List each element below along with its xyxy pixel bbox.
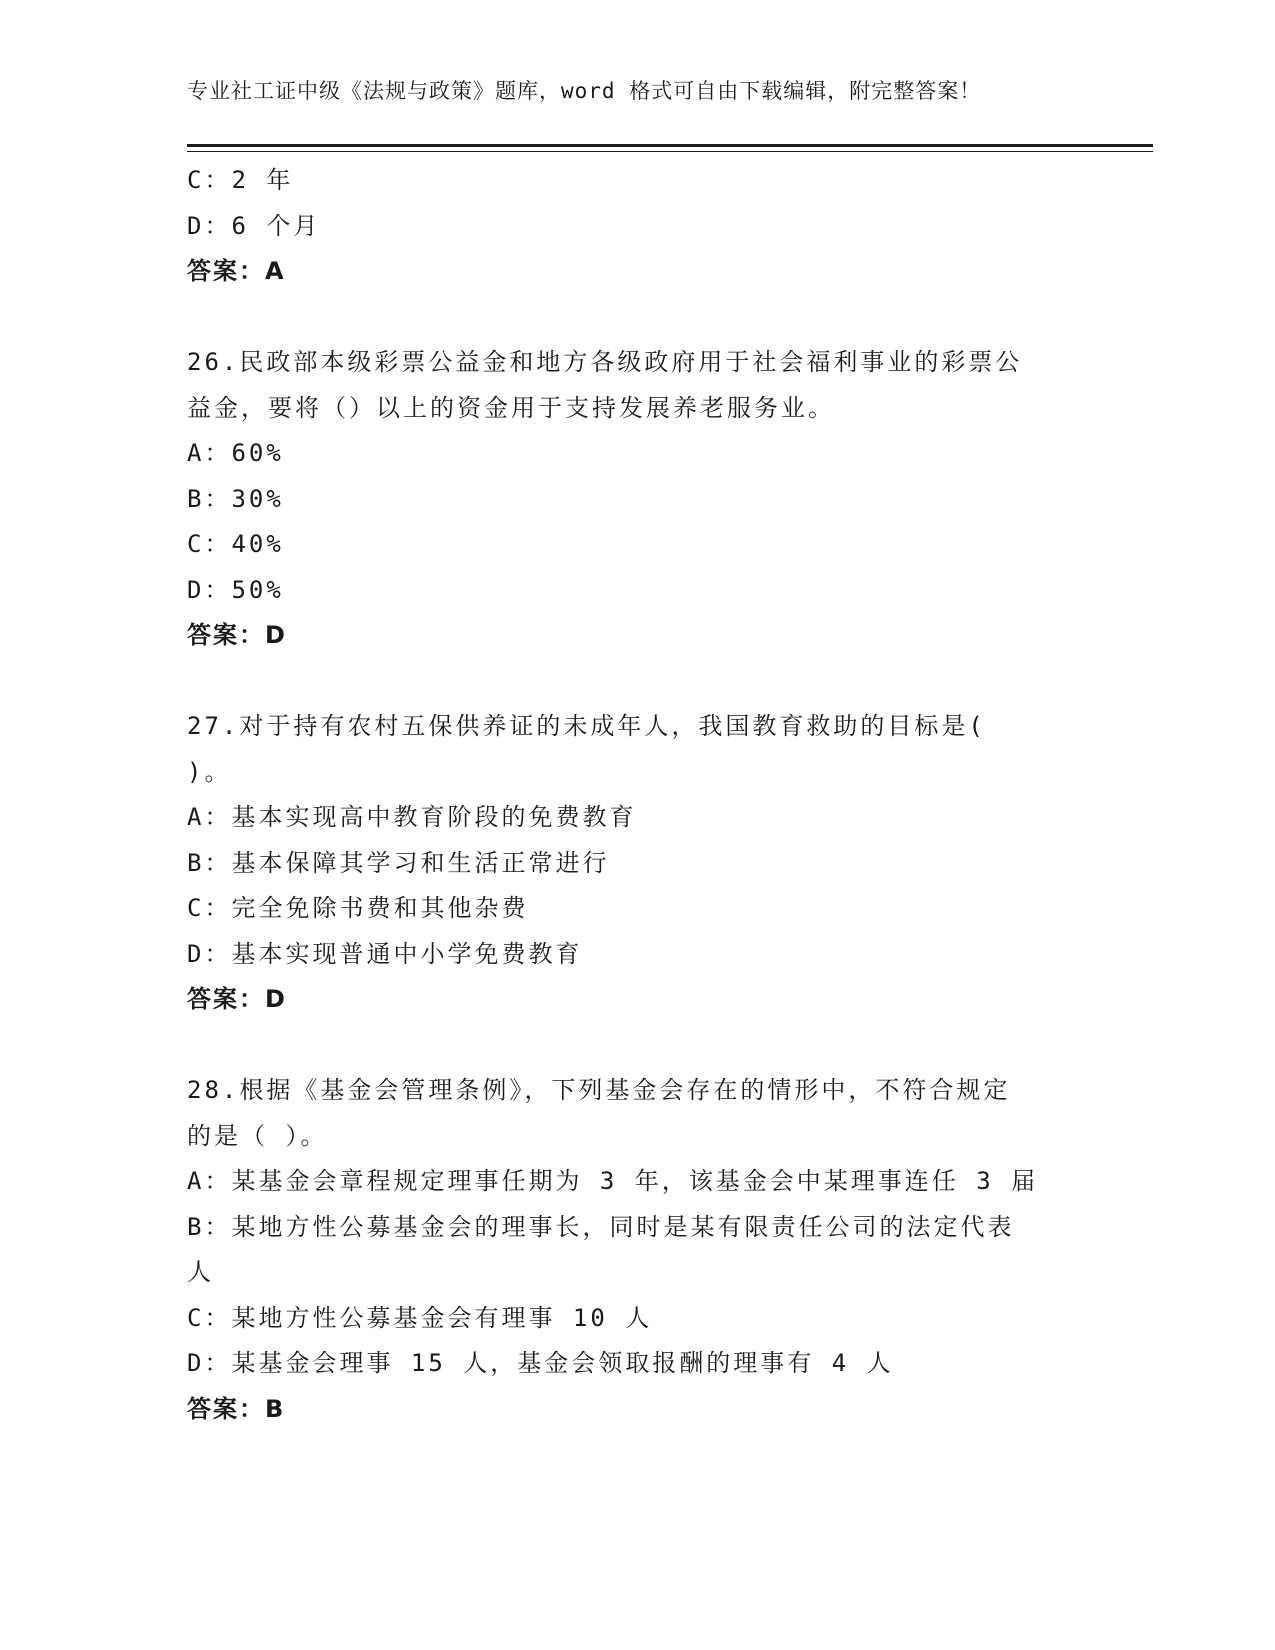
spacer (187, 295, 1087, 341)
question-stem-line: 26.民政部本级彩票公益金和地方各级政府用于社会福利事业的彩票公 (187, 348, 1023, 376)
option-d: D：50% (187, 575, 284, 604)
question-28 (187, 1068, 1087, 1432)
option-b-continuation: 人 (187, 1258, 214, 1286)
page-header: 专业社工证中级《法规与政策》题库，word 格式可自由下载编辑，附完整答案！ (187, 79, 982, 103)
spacer (187, 659, 1087, 705)
option-d: D：基本实现普通中小学免费教育 (187, 939, 583, 968)
spacer (187, 1023, 1087, 1069)
option-d: D：某基金会理事 15 人，基金会领取报酬的理事有 4 人 (187, 1349, 894, 1377)
option-a: A：60% (187, 439, 284, 467)
answer-line: 答案：D (187, 985, 287, 1013)
answer-line: 答案：B (187, 1394, 286, 1423)
option-c: C：某地方性公募基金会有理事 10 人 (187, 1303, 653, 1332)
question-26 (187, 340, 1087, 659)
option-b: B：30% (187, 484, 284, 513)
document-body (187, 158, 1087, 1432)
option-d: D：6 个月 (187, 211, 321, 240)
option-b: B：基本保障其学习和生活正常进行 (187, 848, 610, 877)
question-27 (187, 704, 1087, 1023)
question-stem-line: 27.对于持有农村五保供养证的未成年人，我国教育救助的目标是( (187, 712, 986, 740)
question-stem-line: 益金，要将（）以上的资金用于支持发展养老服务业。 (187, 393, 835, 422)
question-stem-line: )。 (187, 757, 232, 786)
option-a: A：某基金会章程规定理事任期为 3 年，该基金会中某理事连任 3 届 (187, 1167, 1039, 1195)
option-c: C：2 年 (187, 166, 294, 194)
option-c: C：40% (187, 530, 284, 558)
option-b: B：某地方性公募基金会的理事长，同时是某有限责任公司的法定代表 (187, 1212, 1015, 1241)
option-c: C：完全免除书费和其他杂费 (187, 894, 529, 922)
question-stem-line: 的是（ ）。 (187, 1121, 328, 1150)
header-divider (187, 144, 1153, 152)
question-stem-line: 28.根据《基金会管理条例》，下列基金会存在的情形中，不符合规定 (187, 1076, 1011, 1104)
answer-line: 答案：A (187, 257, 286, 285)
answer-line: 答案：D (187, 621, 287, 649)
option-a: A：基本实现高中教育阶段的免费教育 (187, 803, 637, 831)
prev-question-block (187, 158, 1087, 295)
